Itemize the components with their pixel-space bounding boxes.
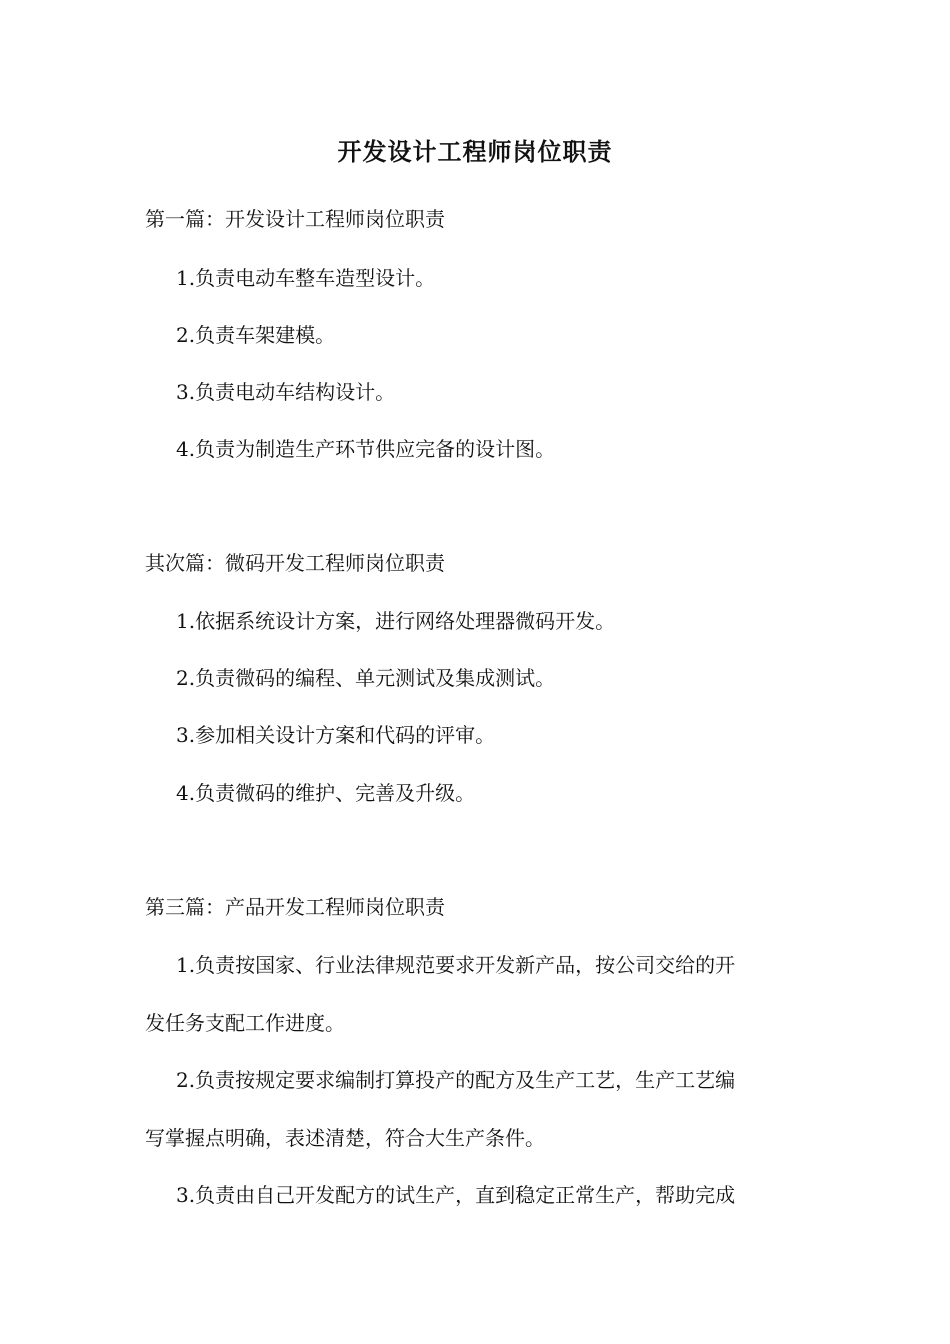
list-item: 1.负责电动车整车造型设计。 bbox=[176, 266, 436, 290]
list-item: 2.负责微码的编程、单元测试及集成测试。 bbox=[176, 666, 556, 690]
list-item-continuation: 写掌握点明确，表述清楚，符合大生产条件。 bbox=[145, 1126, 545, 1150]
list-item: 4.负责微码的维护、完善及升级。 bbox=[176, 781, 476, 805]
list-item: 3.负责由自己开发配方的试生产，直到稳定正常生产，帮助完成 bbox=[176, 1183, 736, 1207]
list-item: 3.参加相关设计方案和代码的评审。 bbox=[176, 723, 496, 747]
section-heading: 其次篇：微码开发工程师岗位职责 bbox=[145, 551, 445, 575]
list-item-continuation: 发任务支配工作进度。 bbox=[145, 1011, 345, 1035]
list-item: 1.依据系统设计方案，进行网络处理器微码开发。 bbox=[176, 609, 616, 633]
document-title: 开发设计工程师岗位职责 bbox=[337, 137, 613, 166]
list-item: 1.负责按国家、行业法律规范要求开发新产品，按公司交给的开 bbox=[176, 953, 736, 977]
section-heading: 第三篇：产品开发工程师岗位职责 bbox=[145, 895, 445, 919]
list-item: 2.负责按规定要求编制打算投产的配方及生产工艺，生产工艺编 bbox=[176, 1068, 736, 1092]
list-item: 3.负责电动车结构设计。 bbox=[176, 380, 396, 404]
list-item: 2.负责车架建模。 bbox=[176, 323, 336, 347]
section-heading: 第一篇：开发设计工程师岗位职责 bbox=[145, 207, 445, 231]
list-item: 4.负责为制造生产环节供应完备的设计图。 bbox=[176, 437, 556, 461]
